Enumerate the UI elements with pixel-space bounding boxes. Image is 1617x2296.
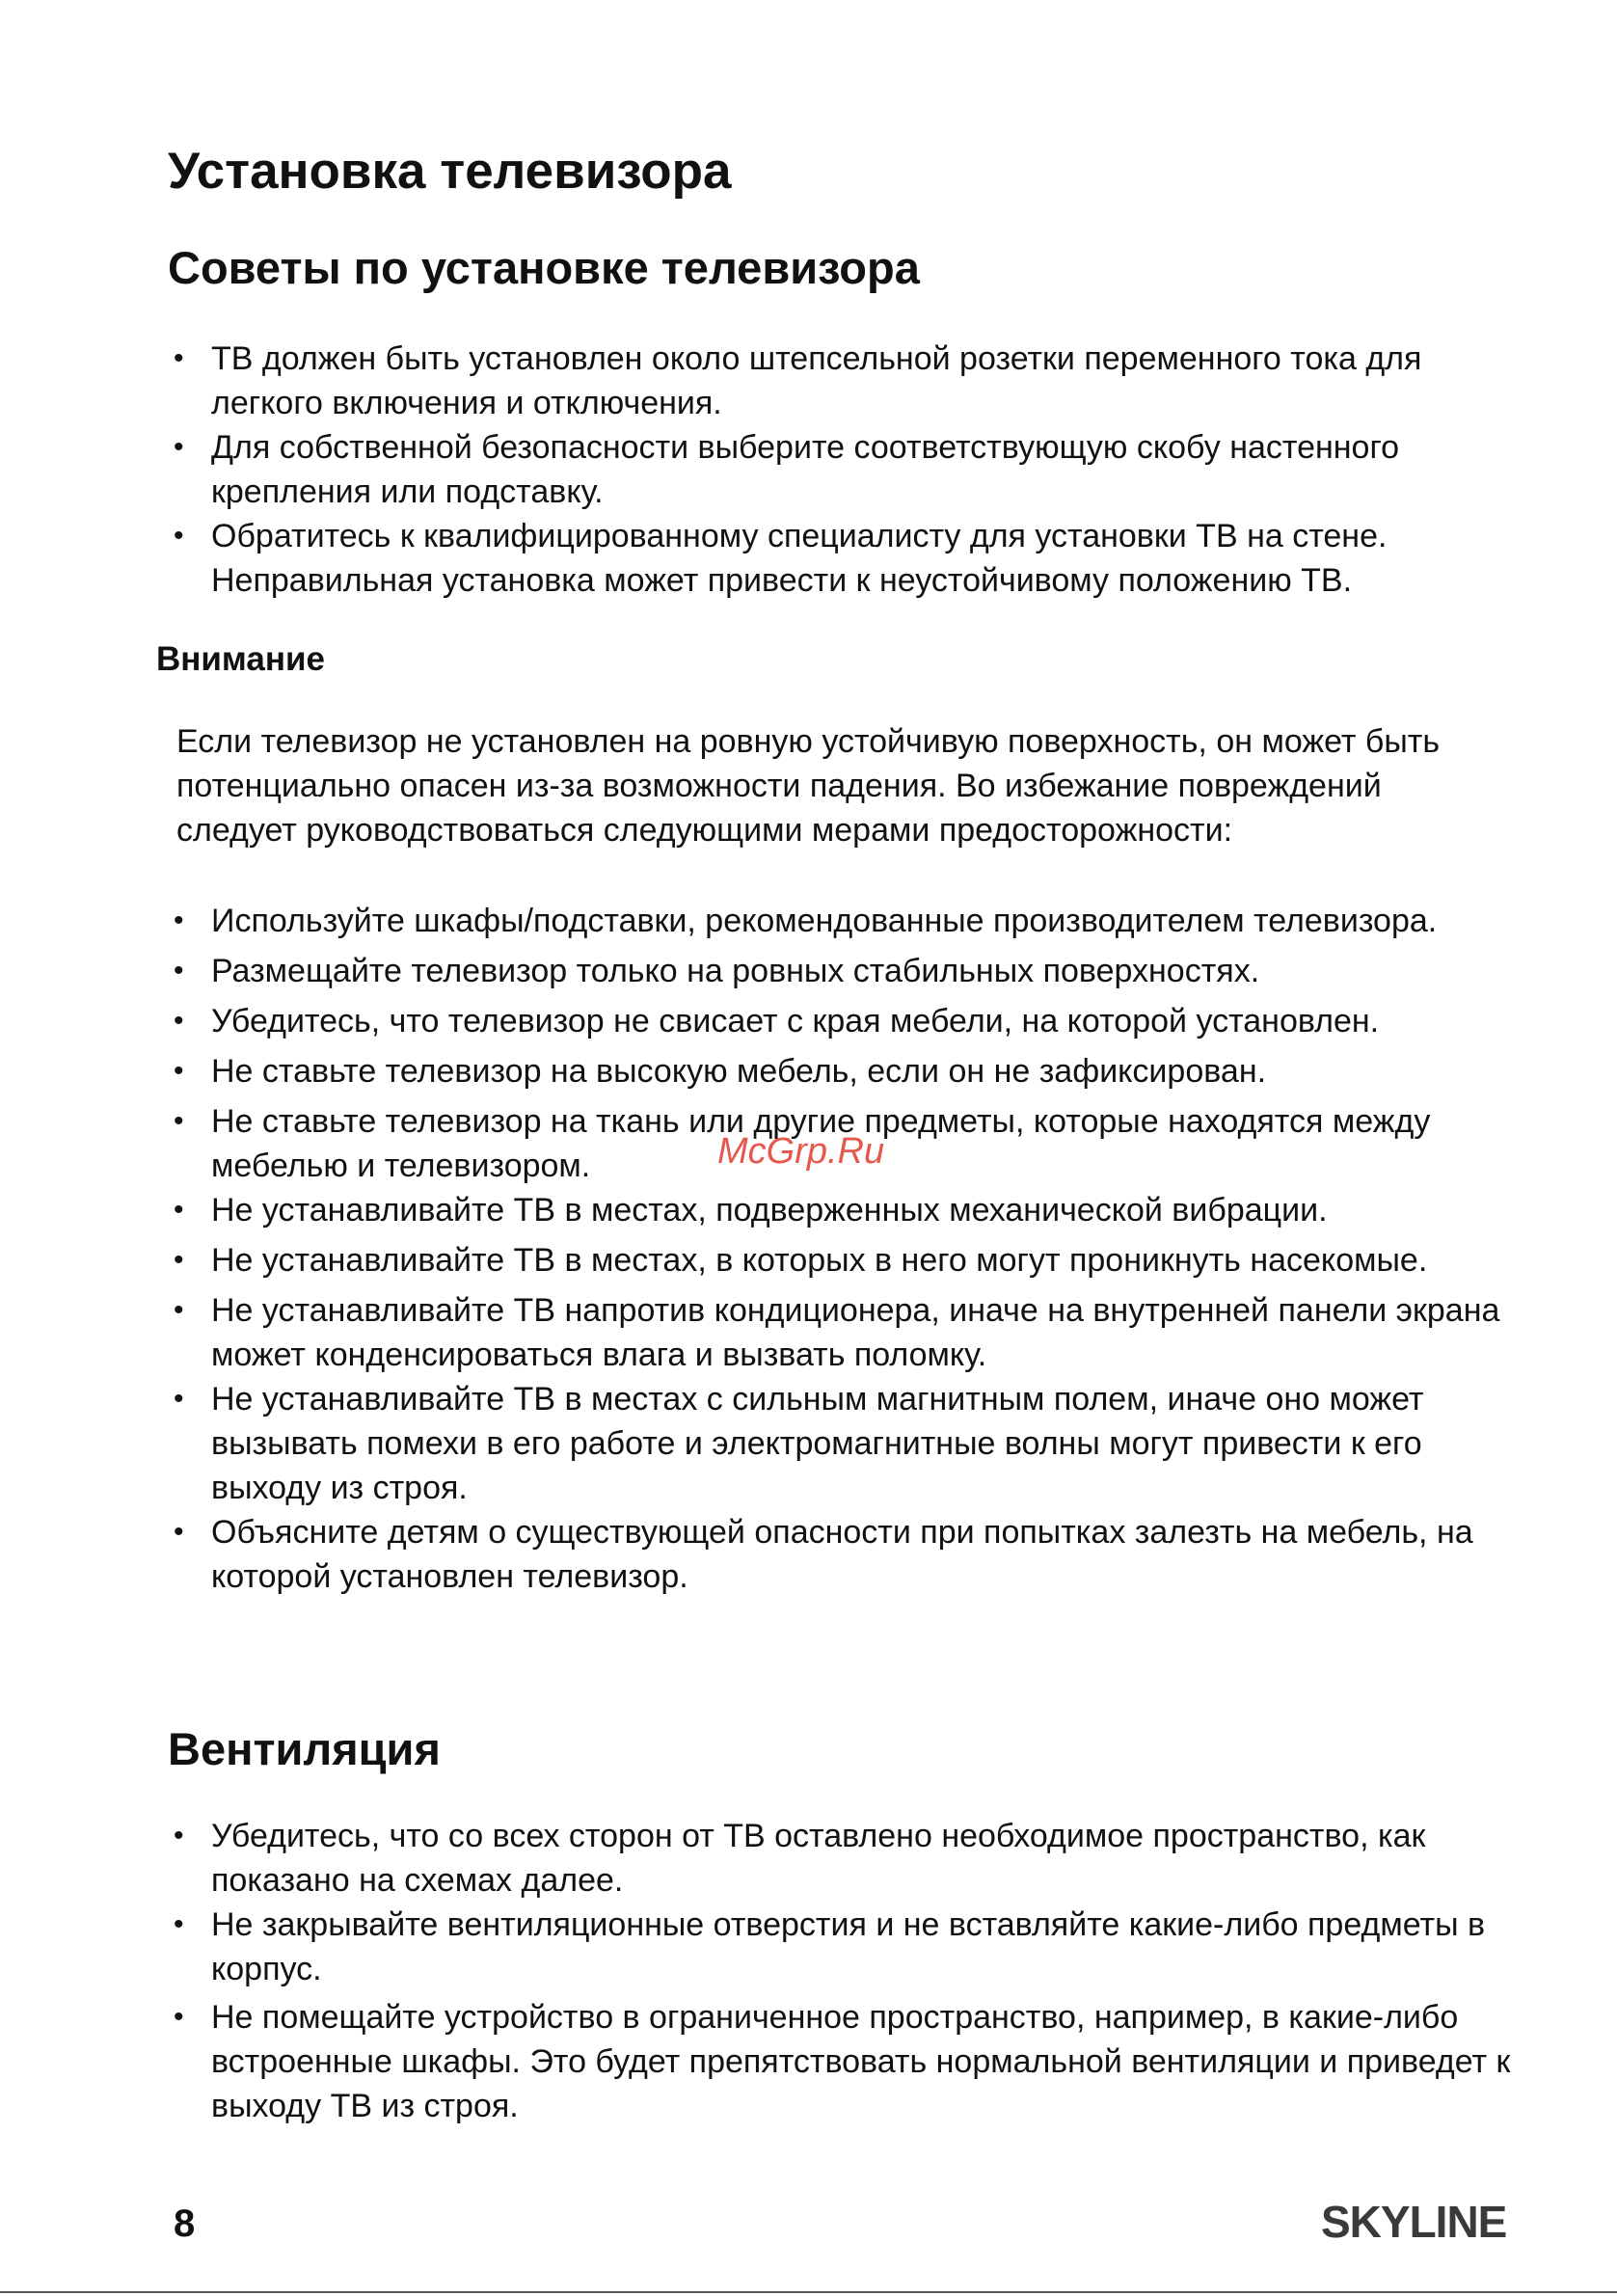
list-item: • Не помещайте устройство в ограниченное пространство, например, в какие-либо встроенные шкафы. Это будет препятствовать нормальной вентиляции и приведет к выходу ТВ из строя.: [168, 1995, 1518, 2128]
bottom-divider: [0, 2291, 1617, 2293]
brand-logo: SKYLINE: [1321, 2197, 1507, 2247]
list-item: • Размещайте телевизор только на ровных стабильных поверхностях.: [168, 949, 1518, 993]
bullet-icon: •: [174, 1105, 184, 1137]
bullet-icon: •: [174, 1908, 184, 1940]
list-item: • Убедитесь, что телевизор не свисает с края мебели, на которой установлен.: [168, 999, 1518, 1043]
watermark: McGrp.Ru: [717, 1131, 885, 1172]
bullet-icon: •: [174, 955, 184, 986]
bullet-icon: •: [174, 2001, 184, 2033]
bullet-icon: •: [174, 1820, 184, 1851]
list-item: • Объясните детям о существующей опасности при попытках залезть на мебель, на которой установлен телевизор.: [168, 1510, 1518, 1599]
bullet-icon: •: [174, 1055, 184, 1087]
list-item: • Для собственной безопасности выберите соответствующую скобу настенного крепления или подставку.: [168, 425, 1518, 514]
list-item: • Не устанавливайте ТВ в местах с сильным магнитным полем, иначе оно может вызывать помехи в его работе и электромагнитные волны могут привести к его выходу из строя.: [168, 1377, 1518, 1510]
warning-list: [168, 899, 1518, 1599]
list-item: • Убедитесь, что со всех сторон от ТВ оставлено необходимое пространство, как показано на схемах далее.: [168, 1814, 1518, 1903]
list-item: • Используйте шкафы/подставки, рекомендованные производителем телевизора.: [168, 899, 1518, 943]
page-number: 8: [174, 2202, 196, 2245]
page-title: Установка телевизора: [168, 143, 732, 200]
list-item: • Не устанавливайте ТВ в местах, в которых в него могут проникнуть насекомые.: [168, 1238, 1518, 1283]
bullet-icon: •: [174, 1383, 184, 1415]
bullet-icon: •: [174, 1194, 184, 1226]
section-heading-warning: Внимание: [156, 640, 325, 678]
list-item: • Не устанавливайте ТВ в местах, подверженных механической вибрации.: [168, 1188, 1518, 1232]
list-item: • Не закрывайте вентиляционные отверстия и не вставляйте какие-либо предметы в корпус.: [168, 1903, 1518, 1991]
list-item: • Не устанавливайте ТВ напротив кондиционера, иначе на внутренней панели экрана может конденсироваться влага и вызвать поломку.: [168, 1288, 1518, 1377]
section-heading-ventilation: Вентиляция: [168, 1723, 441, 1774]
bullet-icon: •: [174, 1294, 184, 1326]
section-heading-tips: Советы по установке телевизора: [168, 242, 920, 293]
tips-list: [168, 337, 1518, 603]
bullet-icon: •: [174, 1516, 184, 1548]
bullet-icon: •: [174, 342, 184, 374]
bullet-icon: •: [174, 431, 184, 463]
list-item: • Не ставьте телевизор на высокую мебель, если он не зафиксирован.: [168, 1049, 1518, 1094]
bullet-icon: •: [174, 1244, 184, 1276]
list-item: • ТВ должен быть установлен около штепсельной розетки переменного тока для легкого включения и отключения.: [168, 337, 1518, 425]
list-item: • Не ставьте телевизор на ткань или другие предметы, которые находятся между мебелью и телевизором.: [168, 1099, 1518, 1188]
bullet-icon: •: [174, 905, 184, 936]
bullet-icon: •: [174, 1005, 184, 1037]
ventilation-list: [168, 1814, 1518, 2128]
list-item: • Обратитесь к квалифицированному специалисту для установки ТВ на стене. Неправильная установка может привести к неустойчивому положению ТВ.: [168, 514, 1518, 603]
warning-intro: Если телевизор не установлен на ровную устойчивую поверхность, он может быть потенциально опасен из-за возможности падения. Во избежание повреждений следует руководствоваться следующими мерами предосторожности:: [176, 723, 1441, 849]
bullet-icon: •: [174, 520, 184, 552]
